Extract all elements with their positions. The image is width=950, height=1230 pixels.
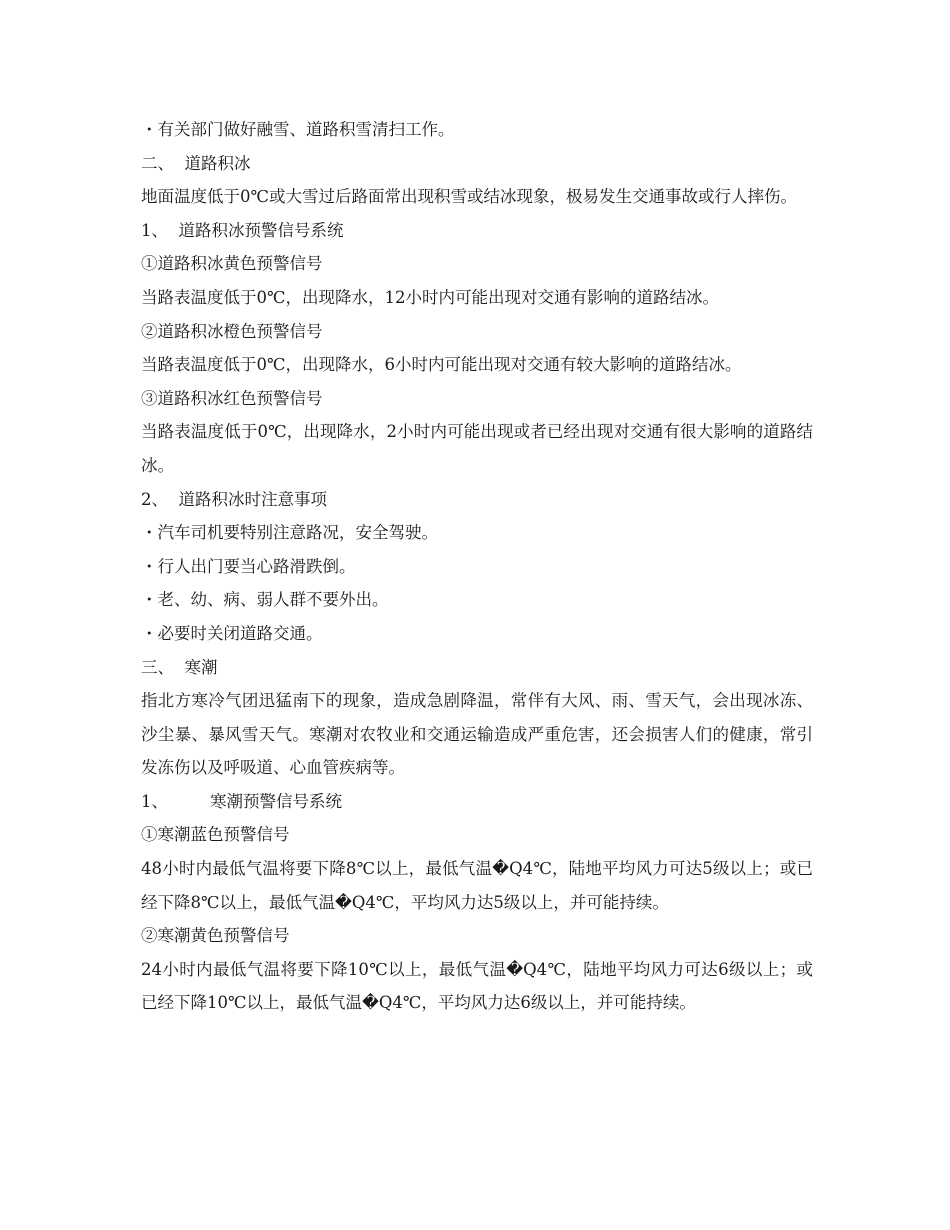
signal-heading-red: ③道路积冰红色预警信号	[141, 388, 323, 408]
signal-heading-cold-wave-yellow: ②寒潮黄色预警信号	[141, 926, 290, 946]
signal-heading-blue: ①寒潮蓝色预警信号	[141, 825, 290, 845]
bullet-item: ・老、幼、病、弱人群不要外出。	[141, 590, 389, 610]
paragraph-yellow-signal: 当路表温度低于0℃，出现降水，12小时内可能出现对交通有影响的道路结冰。	[141, 287, 719, 307]
section-heading-road-ice: 二、 道路积冰	[141, 153, 251, 173]
section-heading-cold-wave: 三、 寒潮	[141, 657, 218, 677]
signal-heading-orange: ②道路积冰橙色预警信号	[141, 321, 323, 341]
bullet-item: ・行人出门要当心路滑跌倒。	[141, 556, 356, 576]
bullet-item: ・汽车司机要特别注意路况，安全驾驶。	[141, 523, 438, 543]
paragraph-orange-signal: 当路表温度低于0℃，出现降水，6小时内可能出现对交通有较大影响的道路结冰。	[141, 355, 742, 375]
subsection-heading-cold-wave-warning-system: 1、 寒潮预警信号系统	[141, 791, 342, 811]
paragraph-red-signal: 当路表温度低于0℃，出现降水，2小时内可能出现或者已经出现对交通有很大影响的道路结冰。	[141, 422, 813, 475]
paragraph-cold-wave-intro: 指北方寒冷气团迅猛南下的现象，造成急剧降温，常伴有大风、雨、雪天气，会出现冰冻、沙尘暴、暴风雪天气。寒潮对农牧业和交通运输造成严重危害，还会损害人们的健康，常引发冻伤以及呼吸道、心血管疾病等。	[141, 691, 813, 778]
subsection-heading-ice-warning-system: 1、 道路积冰预警信号系统	[141, 220, 344, 240]
bullet-item: ・必要时关闭道路交通。	[141, 623, 323, 643]
signal-heading-yellow: ①道路积冰黄色预警信号	[141, 254, 323, 274]
document-page	[141, 113, 813, 1020]
bullet-item: ・有关部门做好融雪、道路积雪清扫工作。	[141, 120, 455, 139]
paragraph-cold-wave-yellow-signal: 24小时内最低气温将要下降10℃以上，最低气温�Q4℃，陆地平均风力可达6级以上；或已经下降10℃以上，最低气温�Q4℃，平均风力达6级以上，并可能持续。	[141, 959, 813, 1013]
paragraph-road-ice-intro: 地面温度低于0℃或大雪过后路面常出现积雪或结冰现象，极易发生交通事故或行人摔伤。	[141, 187, 797, 207]
subsection-heading-ice-precautions: 2、 道路积冰时注意事项	[141, 489, 327, 509]
paragraph-blue-signal: 48小时内最低气温将要下降8℃以上，最低气温�Q4℃，陆地平均风力可达5级以上；或已经下降8℃以上，最低气温�Q4℃，平均风力达5级以上，并可能持续。	[141, 859, 813, 912]
